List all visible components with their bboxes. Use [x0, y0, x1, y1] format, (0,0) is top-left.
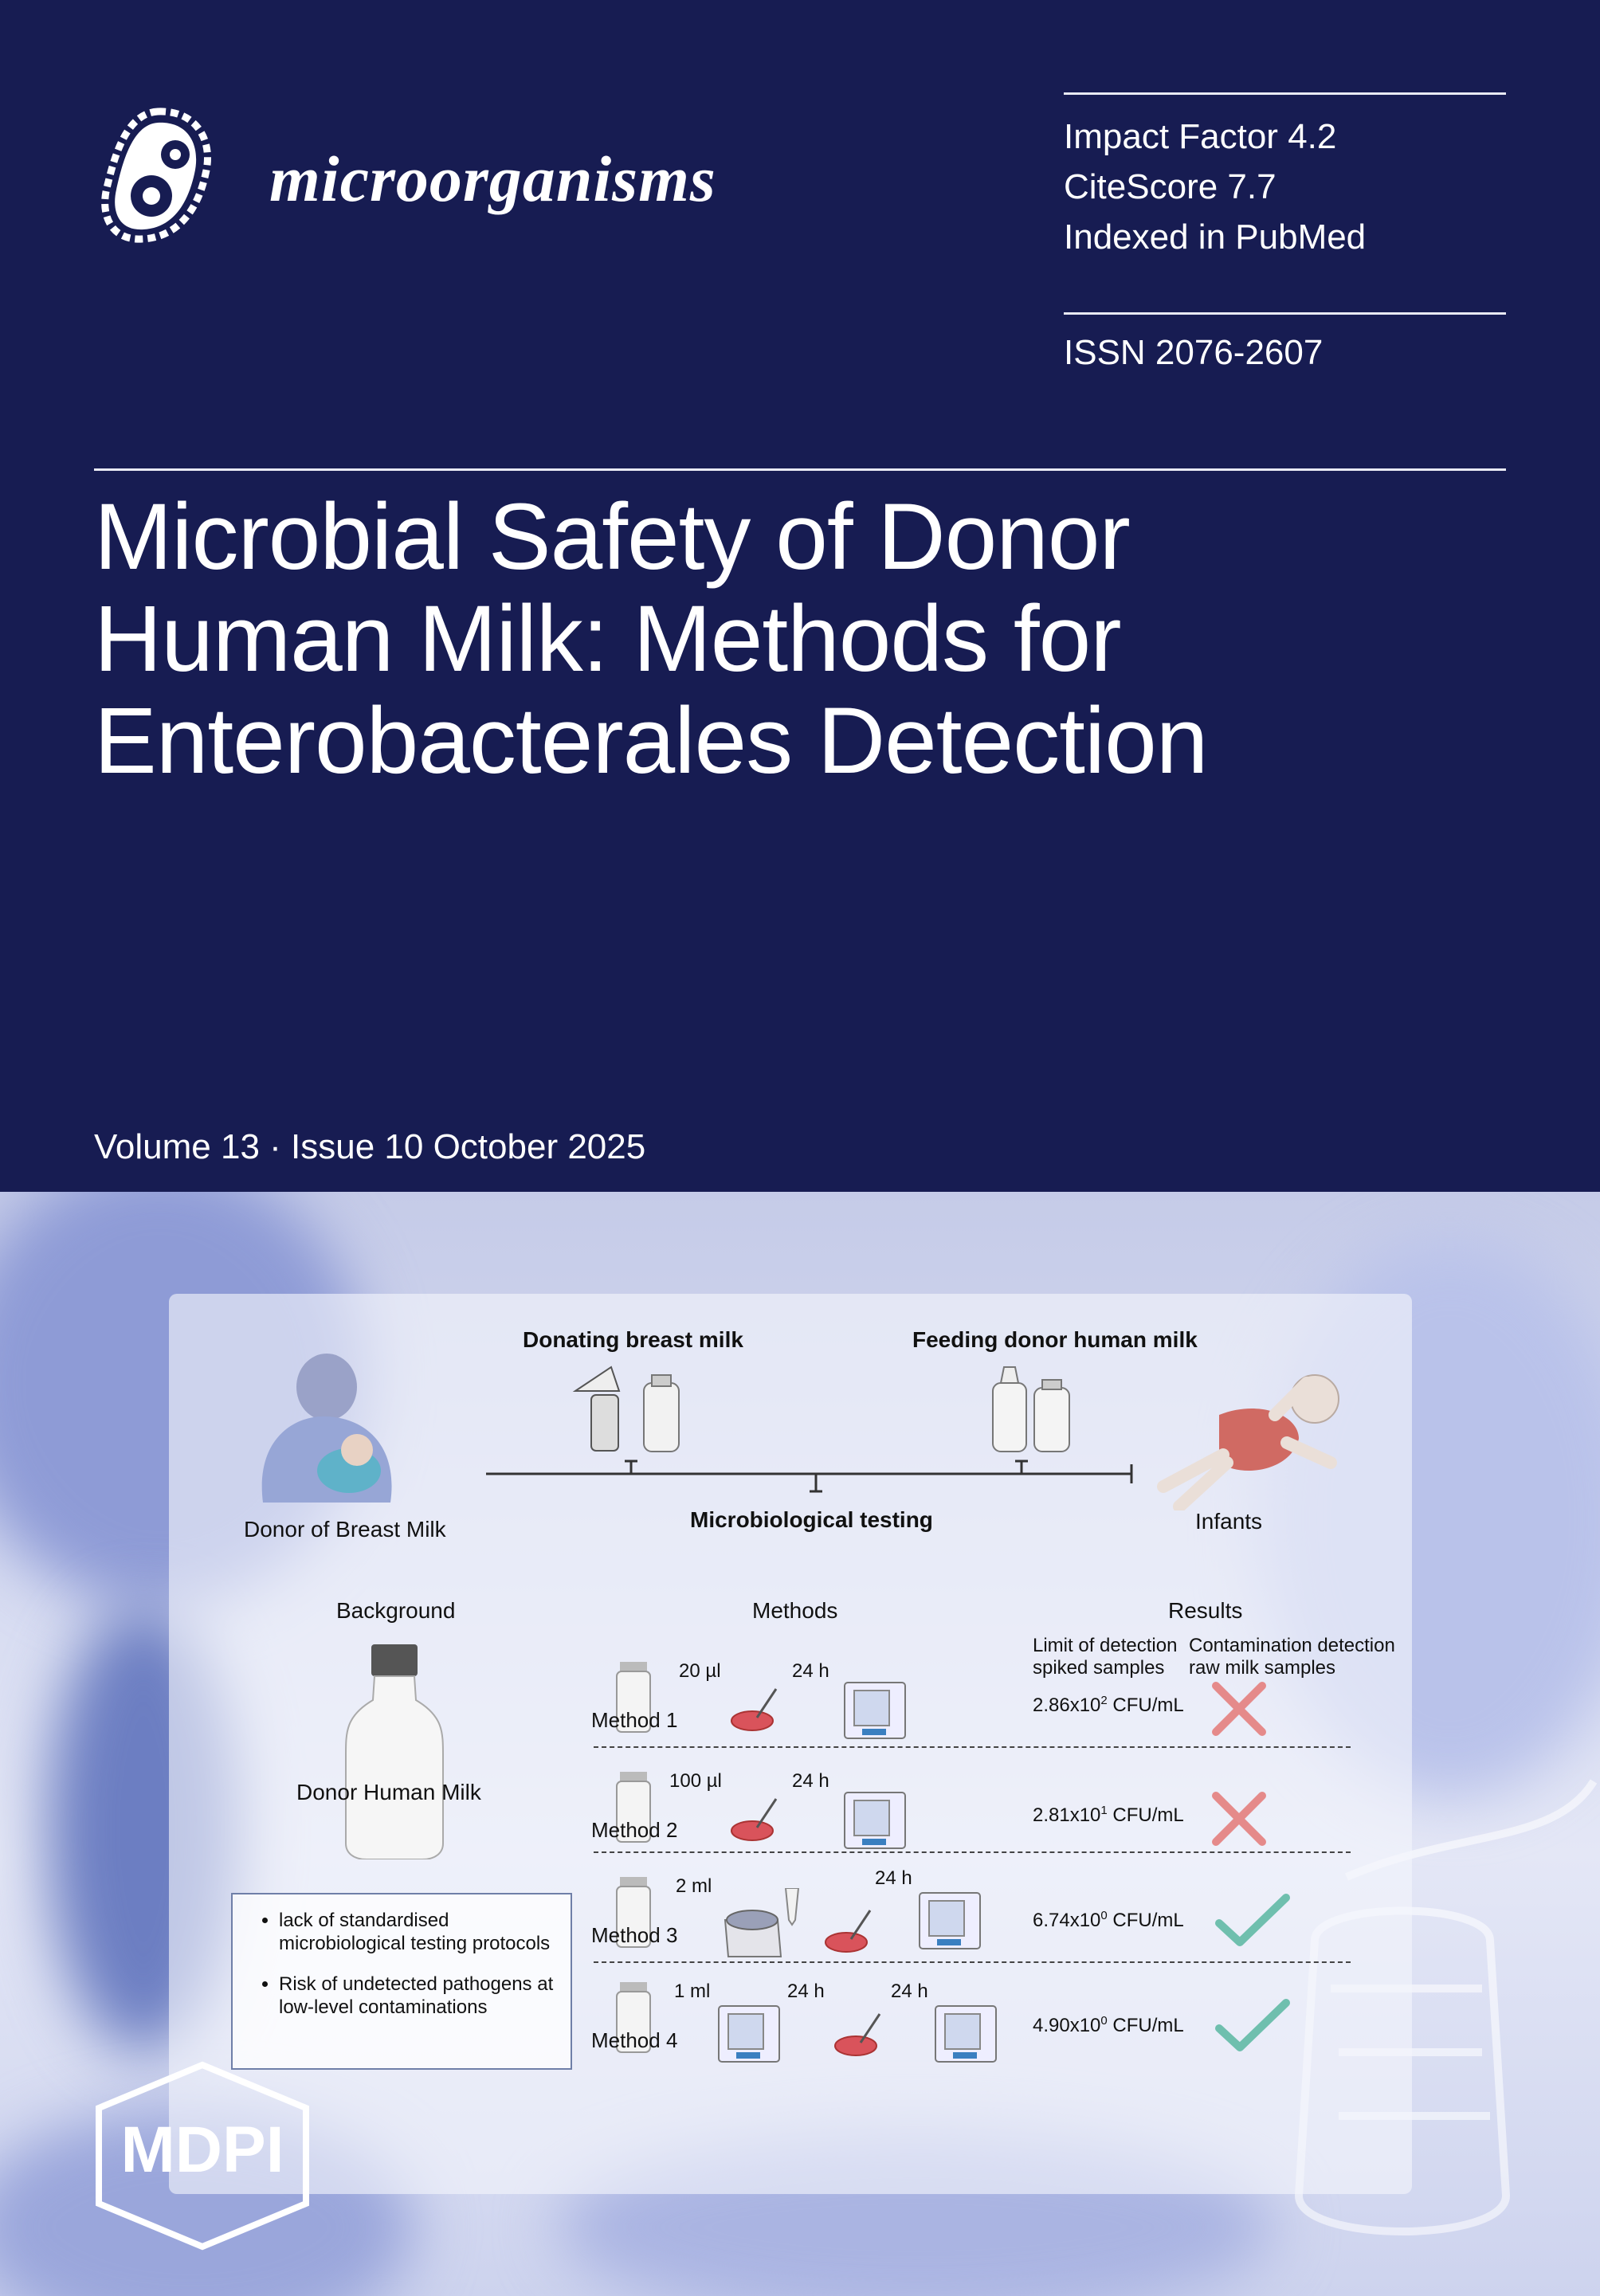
mdpi-logo-icon: [91, 2060, 314, 2251]
knowledge-gaps-box: [231, 1893, 572, 2070]
incubator-icon: [843, 1791, 907, 1850]
row-divider: [594, 1851, 1351, 1853]
row-divider: [594, 1746, 1351, 1748]
incubation-time: 24 h: [891, 1981, 928, 2002]
lod-unit: CFU/mL: [1107, 1910, 1184, 1931]
lod-unit: CFU/mL: [1107, 1695, 1184, 1716]
petri-dish-icon: [728, 1686, 784, 1734]
petri-dish-icon: [728, 1796, 784, 1843]
gap-item: • Risk of undetected pathogens at low-level contaminations: [279, 1973, 571, 2019]
testing-label: Microbiological testing: [690, 1507, 933, 1532]
lod-mantissa: 6.74x10: [1033, 1910, 1101, 1931]
infant-illustration: [1147, 1367, 1355, 1510]
divider: [1064, 312, 1506, 315]
journal-metrics: [1064, 112, 1366, 262]
microorganism-logo-icon: [94, 102, 222, 253]
incubation-time: 24 h: [875, 1867, 912, 1889]
method-label: Method 3: [591, 1923, 678, 1947]
donating-label: Donating breast milk: [523, 1327, 743, 1352]
incubator-icon: [918, 1891, 982, 1950]
feeding-bottles-icon: [988, 1359, 1076, 1455]
sample-volume: 20 µl: [679, 1660, 721, 1682]
donor-label: Donor of Breast Milk: [244, 1517, 446, 1542]
lod-mantissa: 2.86x10: [1033, 1695, 1101, 1716]
incubation-time: 24 h: [792, 1660, 829, 1682]
lod-header: Limit of detection: [1033, 1635, 1178, 1656]
lod-exponent: 1: [1100, 1804, 1108, 1817]
lod-unit: CFU/mL: [1107, 1804, 1184, 1826]
lod-exponent: 2: [1100, 1694, 1108, 1707]
cover-image: [0, 1192, 1600, 2296]
title-line: Enterobacterales Detection: [94, 688, 1208, 793]
limit-of-detection: [1033, 1694, 1184, 1717]
method-label: Method 4: [591, 2028, 678, 2052]
lod-exponent: 0: [1100, 2014, 1108, 2028]
indexing: Indexed in PubMed: [1064, 217, 1367, 257]
detected-icon: [1214, 1893, 1291, 1949]
citescore: CiteScore 7.7: [1064, 167, 1276, 206]
sample-volume: 1 ml: [674, 1981, 711, 2002]
journal-name: microorganisms: [269, 143, 716, 215]
cover-title: [94, 486, 1449, 792]
centrifuge-icon: [722, 1888, 802, 1960]
issue-info: Volume 13 · Issue 10 October 2025: [94, 1127, 646, 1166]
incubator-icon: [843, 1681, 907, 1740]
row-divider: [594, 1961, 1351, 1963]
infants-label: Infants: [1195, 1509, 1263, 1534]
limit-of-detection: [1033, 2014, 1184, 2037]
detected-icon: [1214, 1998, 1291, 2054]
gap-item: • lack of standardised microbiological testing protocols: [279, 1909, 571, 1955]
incubator-icon: [717, 2004, 781, 2063]
impact-factor: Impact Factor 4.2: [1064, 117, 1337, 156]
not-detected-icon: [1211, 1791, 1267, 1847]
limit-of-detection: [1033, 1804, 1184, 1827]
bottle-label: Donor Human Milk: [296, 1780, 481, 1804]
sample-volume: 2 ml: [676, 1875, 712, 1897]
title-line: Human Milk: Methods for: [94, 586, 1121, 692]
petri-dish-icon: [822, 1907, 878, 1955]
mother-illustration: [247, 1351, 406, 1503]
lod-mantissa: 2.81x10: [1033, 1804, 1101, 1826]
not-detected-icon: [1211, 1681, 1267, 1737]
methods-header: Methods: [752, 1598, 838, 1623]
feeding-label: Feeding donor human milk: [912, 1327, 1198, 1352]
incubator-icon: [934, 2004, 998, 2063]
background-header: Background: [336, 1598, 456, 1623]
incubation-time: 24 h: [792, 1770, 829, 1792]
contamination-header-sub: raw milk samples: [1189, 1657, 1336, 1679]
contamination-header: Contamination detection: [1189, 1635, 1395, 1656]
limit-of-detection: [1033, 1909, 1184, 1932]
milk-bottle-icon: [343, 1644, 446, 1859]
issn: ISSN 2076-2607: [1064, 333, 1324, 372]
lod-exponent: 0: [1100, 1909, 1108, 1922]
divider: [94, 468, 1506, 471]
divider: [1064, 92, 1506, 95]
breast-pump-icon: [567, 1359, 687, 1455]
sample-volume: 100 µl: [669, 1770, 722, 1792]
lod-mantissa: 4.90x10: [1033, 2015, 1101, 2036]
results-header: Results: [1168, 1598, 1243, 1623]
method-label: Method 2: [591, 1818, 678, 1842]
lod-header-sub: spiked samples: [1033, 1657, 1165, 1679]
timeline-arrow: [478, 1455, 1139, 1503]
publisher-name: MDPI: [120, 2114, 284, 2186]
method-label: Method 1: [591, 1708, 678, 1732]
petri-dish-icon: [832, 2011, 888, 2059]
lod-unit: CFU/mL: [1107, 2015, 1184, 2036]
incubation-time: 24 h: [787, 1981, 825, 2002]
title-line: Microbial Safety of Donor: [94, 484, 1130, 590]
